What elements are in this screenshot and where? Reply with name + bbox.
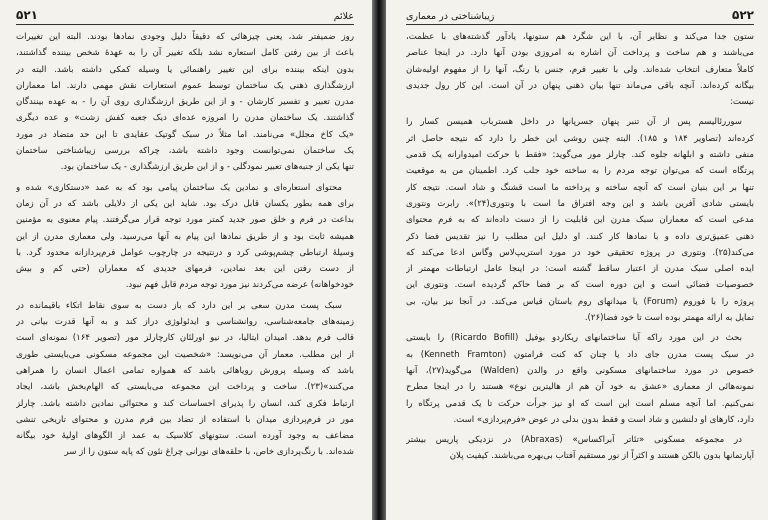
text-line: گذاشتند. یک ساختمان مدرن را امروزه عده‌ای دیک جعبه کفش زشت» و عده دیگری	[16, 113, 354, 124]
text-line: نمی‌کنیم. اما آنچه مسلم است این است که او نیز جرأت حرکت تا یک قدمی پرتگاه را	[406, 398, 754, 409]
text-line: وسیلهٔ ارتباطی چشم‌پوشی کرد و درنتیجه در چارچوب عوامل فرم‌پردازانه محدود گرد. با	[16, 247, 354, 258]
paragraph	[406, 114, 754, 326]
text-line: خصوص در مورد ساختمانهای مسکونی واقع در والدن (Walden) می‌گوید(۲۷)، آنها	[406, 365, 754, 376]
left-page-number: ۵۲۱	[16, 8, 38, 22]
text-line: منفی داشته و ابلهانه جلوه کند. چارلز مور می‌گوید: «فقط با حرکت امیدوارانه یک قدمی	[406, 150, 754, 161]
right-page-body	[406, 29, 754, 465]
text-line: برای همه بطور یکسان قابل درک بود. شاید این یکی از دلایلی باشد که در آن زمان	[16, 198, 354, 209]
text-line: مدرن تعبیر و تفسیر کارشان - و از این طریق ارزشگذاری روی آن را - به عهده بینندگان	[16, 97, 354, 108]
text-line: می‌کند(۲۵). ونتوری در پروژه تحقیقی خود در مورد استریپ‌لاس وگاس ادعا می‌کند که	[406, 247, 754, 258]
text-line: بدون اینکه بیننده برای این تغییر راهنمائی یا وسیله کمکی داشته باشد. البته در	[16, 64, 354, 75]
text-line: کرده‌اند (تصاویر ۱۸۴ و ۱۸۵). البته چنین روشی این خطر را دارد که نتیجه حاصل اثر	[406, 133, 754, 144]
text-line: مدعی است که معماران سبک مدرن این قابلیت را از دست داده‌اند که به فرم محتوای	[406, 215, 754, 226]
right-page	[386, 0, 768, 520]
text-line: بیگانه کرده‌اند. آنچه باقی می‌ماند تنها بیان ذهنی پنهان در آن است. این کار رول جدیدی	[406, 80, 754, 91]
text-line: پروژه را با فوروم (Forum) یا میدانهای روم باستان قیاس می‌کند. در آنجا نیز بیان، بی	[406, 296, 754, 307]
text-line: تنها بر این بنیان است که آنچه ساخته و پرداخته ما است قشنگ و شاد است. نتیجه کار	[406, 182, 754, 193]
paragraph	[16, 29, 354, 176]
text-line: در مجموعه مسکونی «تئاتر آبراکساس» (Abraxas) در نزدیکی پاریس بیشتر	[406, 435, 742, 446]
right-page-header	[406, 8, 754, 25]
text-line: خودخواهانه) عرضه می‌کردند نیز مورد توجه مردم قابل فهم نبود.	[125, 280, 354, 291]
left-page-body	[16, 29, 354, 461]
left-running-head: علائم	[333, 11, 354, 22]
text-line: تنها یکی از جنبه‌های تعبیر نمودگلی - و از این طریق ارزشگذاری - یک ساختمان بود.	[60, 162, 354, 173]
text-line: روز ضمیفتر شد، یعنی چیزهائی که دقیقاً دلیل وجودی نمادها بودند. البته این تغییرات	[16, 32, 354, 42]
text-line: یک ساختمان نمی‌توانست وجود داشته باشد، چراکه بررسی زیباشناختی ساختمان	[16, 146, 354, 157]
text-line: ارتباط فکری کند، انسان را پذیرای احساسات کند و محتوائی نمادین داشته باشد. چارلز	[16, 398, 354, 409]
book-gutter	[372, 0, 386, 520]
text-line: باعث از بین رفتن کامل استعاره نشد بلکه تغییر آن را به عهدهٔ شخص بیننده گذاشتند،	[16, 48, 354, 59]
text-line: خصوصیات فضائی است و این دوره است که بر فضا حاکم گردیده است. ونتوری این	[406, 280, 754, 291]
paragraph	[406, 29, 754, 110]
text-line: همیشه ثابت بود و از طریق نمادها این پیام به آنها می‌رسید. ولی معماری مدرن از این	[16, 231, 354, 242]
right-page-number: ۵۲۲	[732, 8, 754, 22]
text-line: می‌کنند»(۲۳). ساخت و پرداخت این مجموعه می‌بایستی که الهام‌بخش باشد، ایجاد	[16, 382, 354, 393]
text-line: کاملاً متعارف انتخاب شده‌اند. ولی با تغییر فرم، جنس یا رنگ، آنها را از مفهوم اولیه‌شان	[406, 64, 754, 75]
paragraph	[406, 330, 754, 428]
text-line: مضاعف به وجود آورده است. ستونهای کلاسیک به عمد از الگوهای اولیهٔ خود بیگانه	[16, 431, 354, 442]
text-line: می‌باشند و هم ساخت و پرداخت آن اشاره به امروزی بودن آنها دارد. در اینجا عناصر	[406, 48, 754, 59]
text-line: قالب فرم بدهد. امیدان ایتالیا، در نیو اورلئان کارچارلز مور (تصویر ۱۶۴) نمونه‌ای است	[16, 333, 354, 344]
text-line: آپارتمانها بدون بالکن هستند و اکثراً از نور مستقیم آفتاب بی‌بهره می‌باشند. کیفیت پلان	[449, 451, 754, 462]
text-line: نمونه‌هائی از معماری «عشق به خود آن هم از هالیترین نوع» هستند را در اینجا مطرح	[406, 382, 754, 393]
text-line: نیست:	[730, 97, 754, 108]
left-page-header	[16, 8, 354, 25]
text-line: دارد، کارهای او دلنشین و شاد است و فقط بدون بدلی در عوض «فرم‌پردازی» است.	[453, 414, 754, 425]
text-line: «یک کاخ مجلل» می‌نامند. اما مثلاً در سبک گوتیک عقایدی تا این حد متضاد در مورد	[16, 129, 354, 140]
text-line: تمایل به ارائه مهمتر بوده است تا خود فضا(۲۶).	[584, 313, 754, 324]
paragraph	[406, 432, 754, 465]
text-line: سوررئالیسم پس از آن تنبر پنهان جسرپانها در داخل هسترباب همیسن کسار را	[406, 117, 742, 128]
text-line: زمینه‌های جامعه‌شناسی، روانشناسی و ایدئولوژی دراز کند و به آنها قدرت بیانی در	[16, 317, 354, 328]
text-line: ایده اصلی سبک مدرن از اعتبار ساقط گشته است: در اینجا عامل ارتباطات مهمتر از	[406, 264, 754, 275]
text-line: ذهنی عمیق‌تری داده و با نمادها کار کنند. او دلیل این مطلب را نیز تقدیس فضا ذکر	[406, 231, 754, 242]
text-line: ارزشگذاری ذهنی یک ساختمان توسط عموم استعارات نقش مهمی دارند. اما معماران	[16, 80, 354, 91]
paragraph	[16, 298, 354, 461]
text-line: ستون جدا می‌کند و نظایر آن، با این شگرد هم ستونها، یادآور گذشته‌های با عظمت،	[406, 32, 754, 42]
text-line: مور در فرم‌پردازی میدان با استفاده از تضاد بین فرم مدرن و محتوای تاریخی تنشی	[16, 414, 354, 425]
right-running-head: زیباشناختی در معماری	[406, 11, 495, 22]
text-line: بحث در این مورد راکه آیا ساختمانهای ریکاردو بوفیل (Ricardo Bofill) را بایستی	[406, 333, 742, 344]
text-line: از این مطلب. معمار آن می‌نویسد: «شخصیت این مجموعه مسکونی می‌بایستی طوری	[16, 349, 354, 360]
text-line: در سبک پست مدرن جای داد یا چنان که کنت فرامتون (Kenneth Framton) به	[406, 349, 754, 360]
text-line: باشد که وسیله پرورش رویاهائی باشد که همواره تمامی اعمال انسان را همراهی	[16, 365, 354, 376]
paragraph	[16, 180, 354, 294]
text-line: محتوای استعاره‌ای و نمادین یک ساختمان پیامی بود که به عمد «دستکاری» شده و	[16, 182, 342, 193]
left-page	[0, 0, 372, 520]
text-line: از دست رفتن این بعد نمادین، فرمهای جدیدی که معماران (حتی کم و بیش	[16, 264, 354, 275]
text-line: شده‌اند. با رنگ‌پردازی خاص، با حلقه‌های نورانی چراغ نئون که پایه ستون را از سر	[64, 447, 354, 458]
text-line: بایستی شادی آفرین باشد و این وجه افتراق ما است با ونتوری(۲۴)». رابرت ونتوری	[406, 198, 754, 209]
text-line: سبک پست مدرن سعی بر این دارد که باز دست به سوی نقاط اتکاء باقیمانده در	[16, 300, 342, 311]
text-line: پرتگاه است که می‌توان توجه مردم را به ساخته خود جلب کرد. اطمینان من به موقعیت	[406, 166, 754, 177]
text-line: بداعت در فرم و خلق صور جدید کمتر مورد توجه قرار می‌گرفتند. پیام معنوی به مؤمنین	[16, 215, 354, 226]
